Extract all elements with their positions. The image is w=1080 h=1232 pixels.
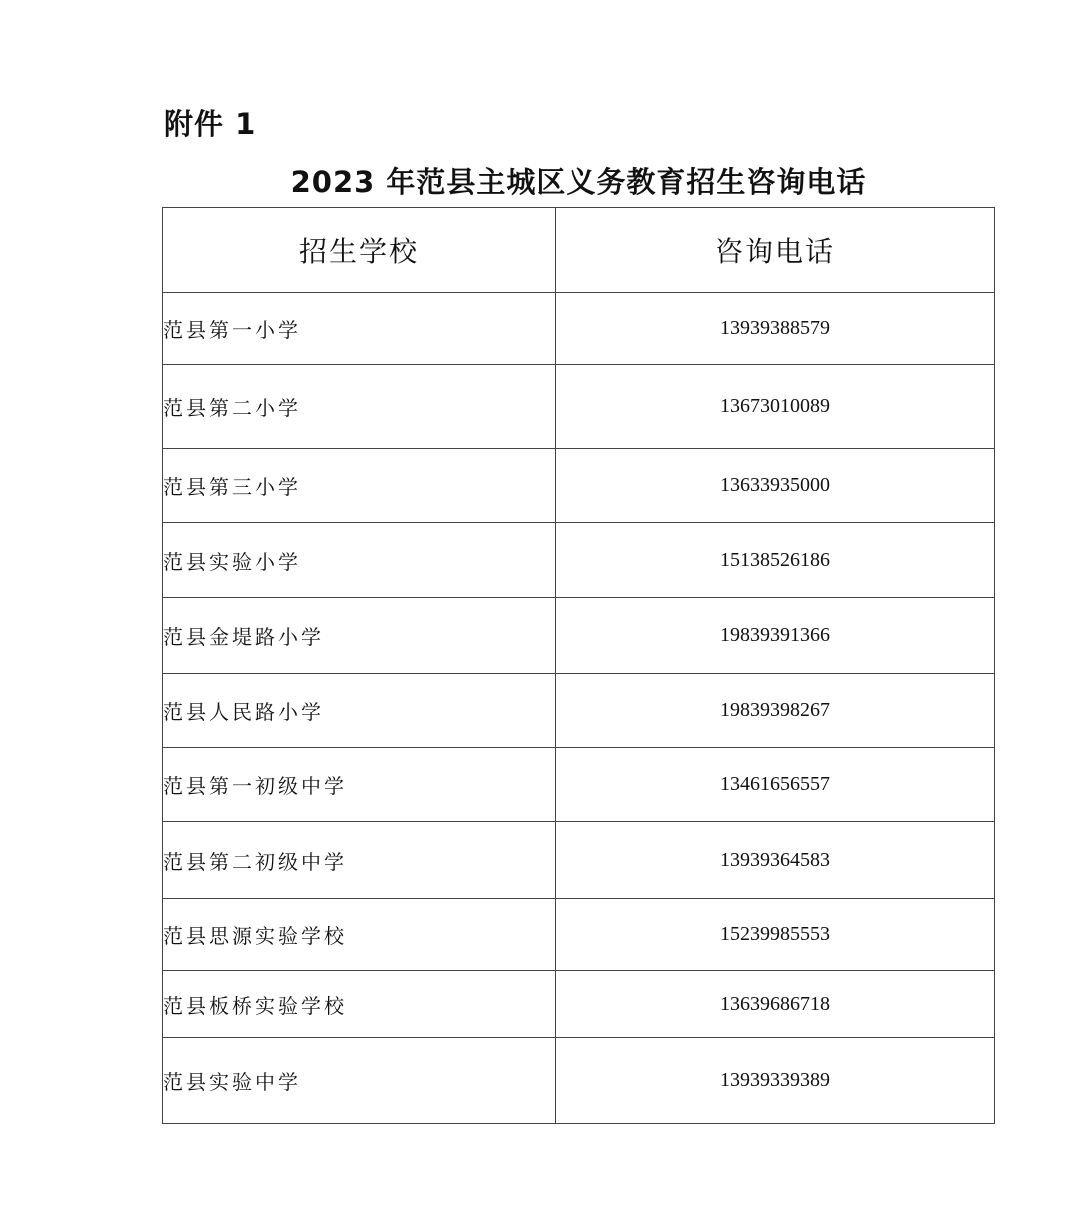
phone-number: 13939364583 xyxy=(556,822,995,899)
table-header-row xyxy=(163,208,995,293)
school-name: 范县金堤路小学 xyxy=(163,598,556,674)
phone-number: 13939388579 xyxy=(556,293,995,365)
document-title: 2023 年范县主城区义务教育招生咨询电话 xyxy=(290,165,867,199)
table-row xyxy=(163,674,995,748)
school-name: 范县实验中学 xyxy=(163,1038,556,1124)
school-name: 范县板桥实验学校 xyxy=(163,971,556,1038)
phone-number: 13673010089 xyxy=(556,365,995,449)
phone-number: 13939339389 xyxy=(556,1038,995,1124)
school-name: 范县人民路小学 xyxy=(163,674,556,748)
contact-table xyxy=(162,207,995,1124)
school-name: 范县第二初级中学 xyxy=(163,822,556,899)
school-name: 范县第二小学 xyxy=(163,365,556,449)
school-name: 范县第一小学 xyxy=(163,293,556,365)
school-name: 范县第三小学 xyxy=(163,449,556,523)
table-row xyxy=(163,1038,995,1124)
phone-number: 15239985553 xyxy=(556,899,995,971)
phone-number: 13633935000 xyxy=(556,449,995,523)
table-row xyxy=(163,523,995,598)
table-row xyxy=(163,971,995,1038)
table-row xyxy=(163,598,995,674)
phone-number: 13639686718 xyxy=(556,971,995,1038)
phone-number: 19839398267 xyxy=(556,674,995,748)
table-row xyxy=(163,899,995,971)
table-row xyxy=(163,748,995,822)
table-row xyxy=(163,293,995,365)
school-name: 范县思源实验学校 xyxy=(163,899,556,971)
school-name: 范县第一初级中学 xyxy=(163,748,556,822)
table-row xyxy=(163,365,995,449)
attachment-label: 附件 1 xyxy=(164,107,257,141)
phone-number: 19839391366 xyxy=(556,598,995,674)
table-row xyxy=(163,449,995,523)
header-school: 招生学校 xyxy=(163,208,556,293)
header-phone: 咨询电话 xyxy=(556,208,995,293)
school-name: 范县实验小学 xyxy=(163,523,556,598)
phone-number: 15138526186 xyxy=(556,523,995,598)
table-row xyxy=(163,822,995,899)
phone-number: 13461656557 xyxy=(556,748,995,822)
